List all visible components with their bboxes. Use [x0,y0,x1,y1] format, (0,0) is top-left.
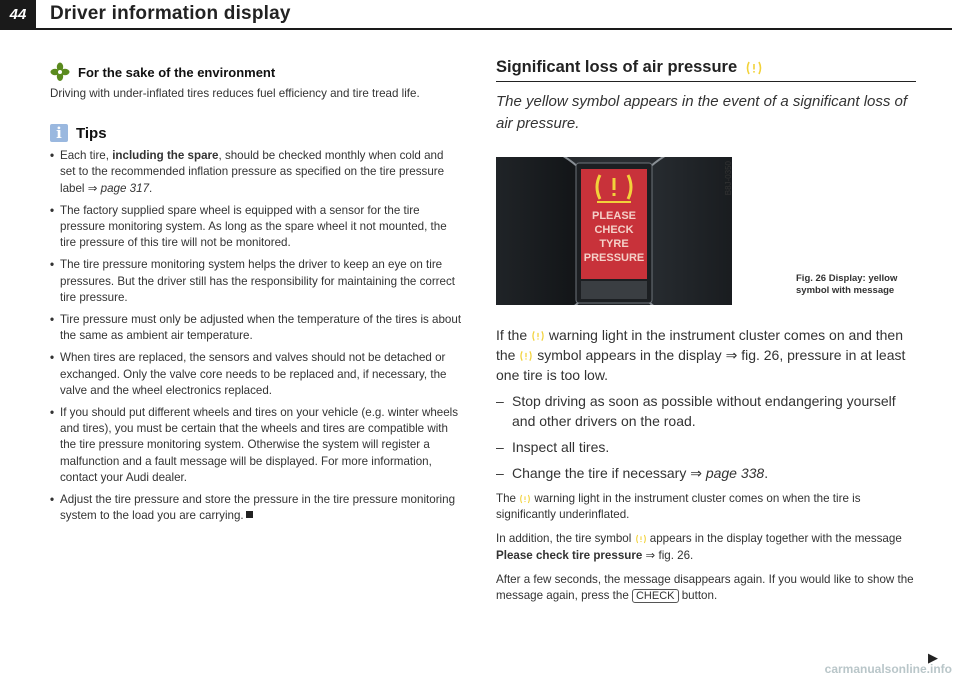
environment-title: For the sake of the environment [78,64,276,80]
steps-list [496,391,916,483]
list-item: • Each tire, including the spare, should be checked monthly when cold and set to the recommended inflation pressure as specified on the tire pressure label ⇒ page 317. [50,149,445,195]
tire-pressure-warning-icon [531,329,545,343]
right-column [496,58,916,604]
list-item: – Inspect all tires. [496,437,916,457]
list-item: • If you should put different wheels and tires on your vehicle (e.g. winter wheels and tires), you must be certain that the wheels and tires are compatible with the tire pressure monitoring system. Otherwise the system will register a malfunction and a fault message will be displayed. For more information, contact your Audi dealer. [50,406,459,484]
chapter-title: Driver information display [50,3,291,24]
display-line: PLEASE [591,210,637,222]
page-number: 44 [0,0,36,30]
tire-pressure-warning-icon [519,493,531,505]
note-paragraph: After a few seconds, the message disappears again. If you would like to show the message again, press the CHECK button. [496,572,914,603]
page-link[interactable]: page 317 [100,181,150,195]
display-line: TYRE [599,238,629,250]
environment-text: Driving with under-inflated tires reduces fuel efficiency and tire tread life. [50,87,420,100]
section-title: Significant loss of air pressure [496,58,916,82]
list-item: • When tires are replaced, the sensors and valves should not be detached or exchanged. Only the valve core needs to be replaced and, if necessary, the valve and the wheel electronics replaced. [50,351,447,397]
page-link[interactable]: page 338 [705,465,765,481]
tire-pressure-warning-icon [635,533,647,545]
page-header [0,0,960,30]
list-item: – Stop driving as soon as possible without endangering yourself and other drivers on the road. [496,391,916,431]
figure-26 [496,157,916,307]
tire-pressure-warning-icon [519,349,533,363]
list-item: • The tire pressure monitoring system helps the driver to keep an eye on tire pressures. But the driver still has the responsibility for maintaining the correct tire pressure. [50,258,456,304]
note-paragraph: The warning light in the instrument cluster comes on when the tire is significantly underinflated. [496,492,861,522]
figure-caption: Fig. 26 Display: yellow symbol with message [796,273,898,296]
display-line: PRESSURE [583,252,645,264]
tire-pressure-warning-icon [745,60,763,76]
section-lead: The yellow symbol appears in the event of a significant loss of air pressure. [496,93,908,132]
figure-code: B8J-0350 [724,161,733,196]
list-item: • The factory supplied spare wheel is equipped with a sensor for the tire pressure monitoring system. As long as the spare wheel it not mounted, the tire pressure of this tire will not be monitored. [50,203,447,250]
info-icon: i [50,124,68,142]
check-button-key: CHECK [632,589,679,603]
continue-arrow-icon: ▶ [928,650,938,665]
tips-heading [50,124,462,142]
watermark: carmanualsonline.info [824,662,952,676]
environment-leaf-icon [50,62,70,82]
description-paragraph: If the warning light in the instrument cluster comes on and then the symbol appears in the display ⇒ fig. 26, pressure in at least one tire is too low. [496,327,906,383]
left-column [50,62,462,530]
instrument-cluster-image [496,157,732,305]
note-paragraph: In addition, the tire symbol appears in the display together with the message Please check tire pressure ⇒ fig. 26. [496,532,902,562]
list-item: • Adjust the tire pressure and store the pressure in the tire pressure monitoring system to the load you are carrying. [50,493,456,523]
tips-list [50,148,462,524]
environment-heading [50,62,462,82]
display-line: CHECK [594,224,634,236]
end-mark-icon [246,511,253,518]
list-item: • Tire pressure must only be adjusted when the temperature of the tires is about the same as ambient air temperature. [50,313,462,343]
header-rule [36,28,952,30]
tips-title: Tips [76,124,107,142]
list-item: – Change the tire if necessary ⇒ page 338. [496,463,916,483]
